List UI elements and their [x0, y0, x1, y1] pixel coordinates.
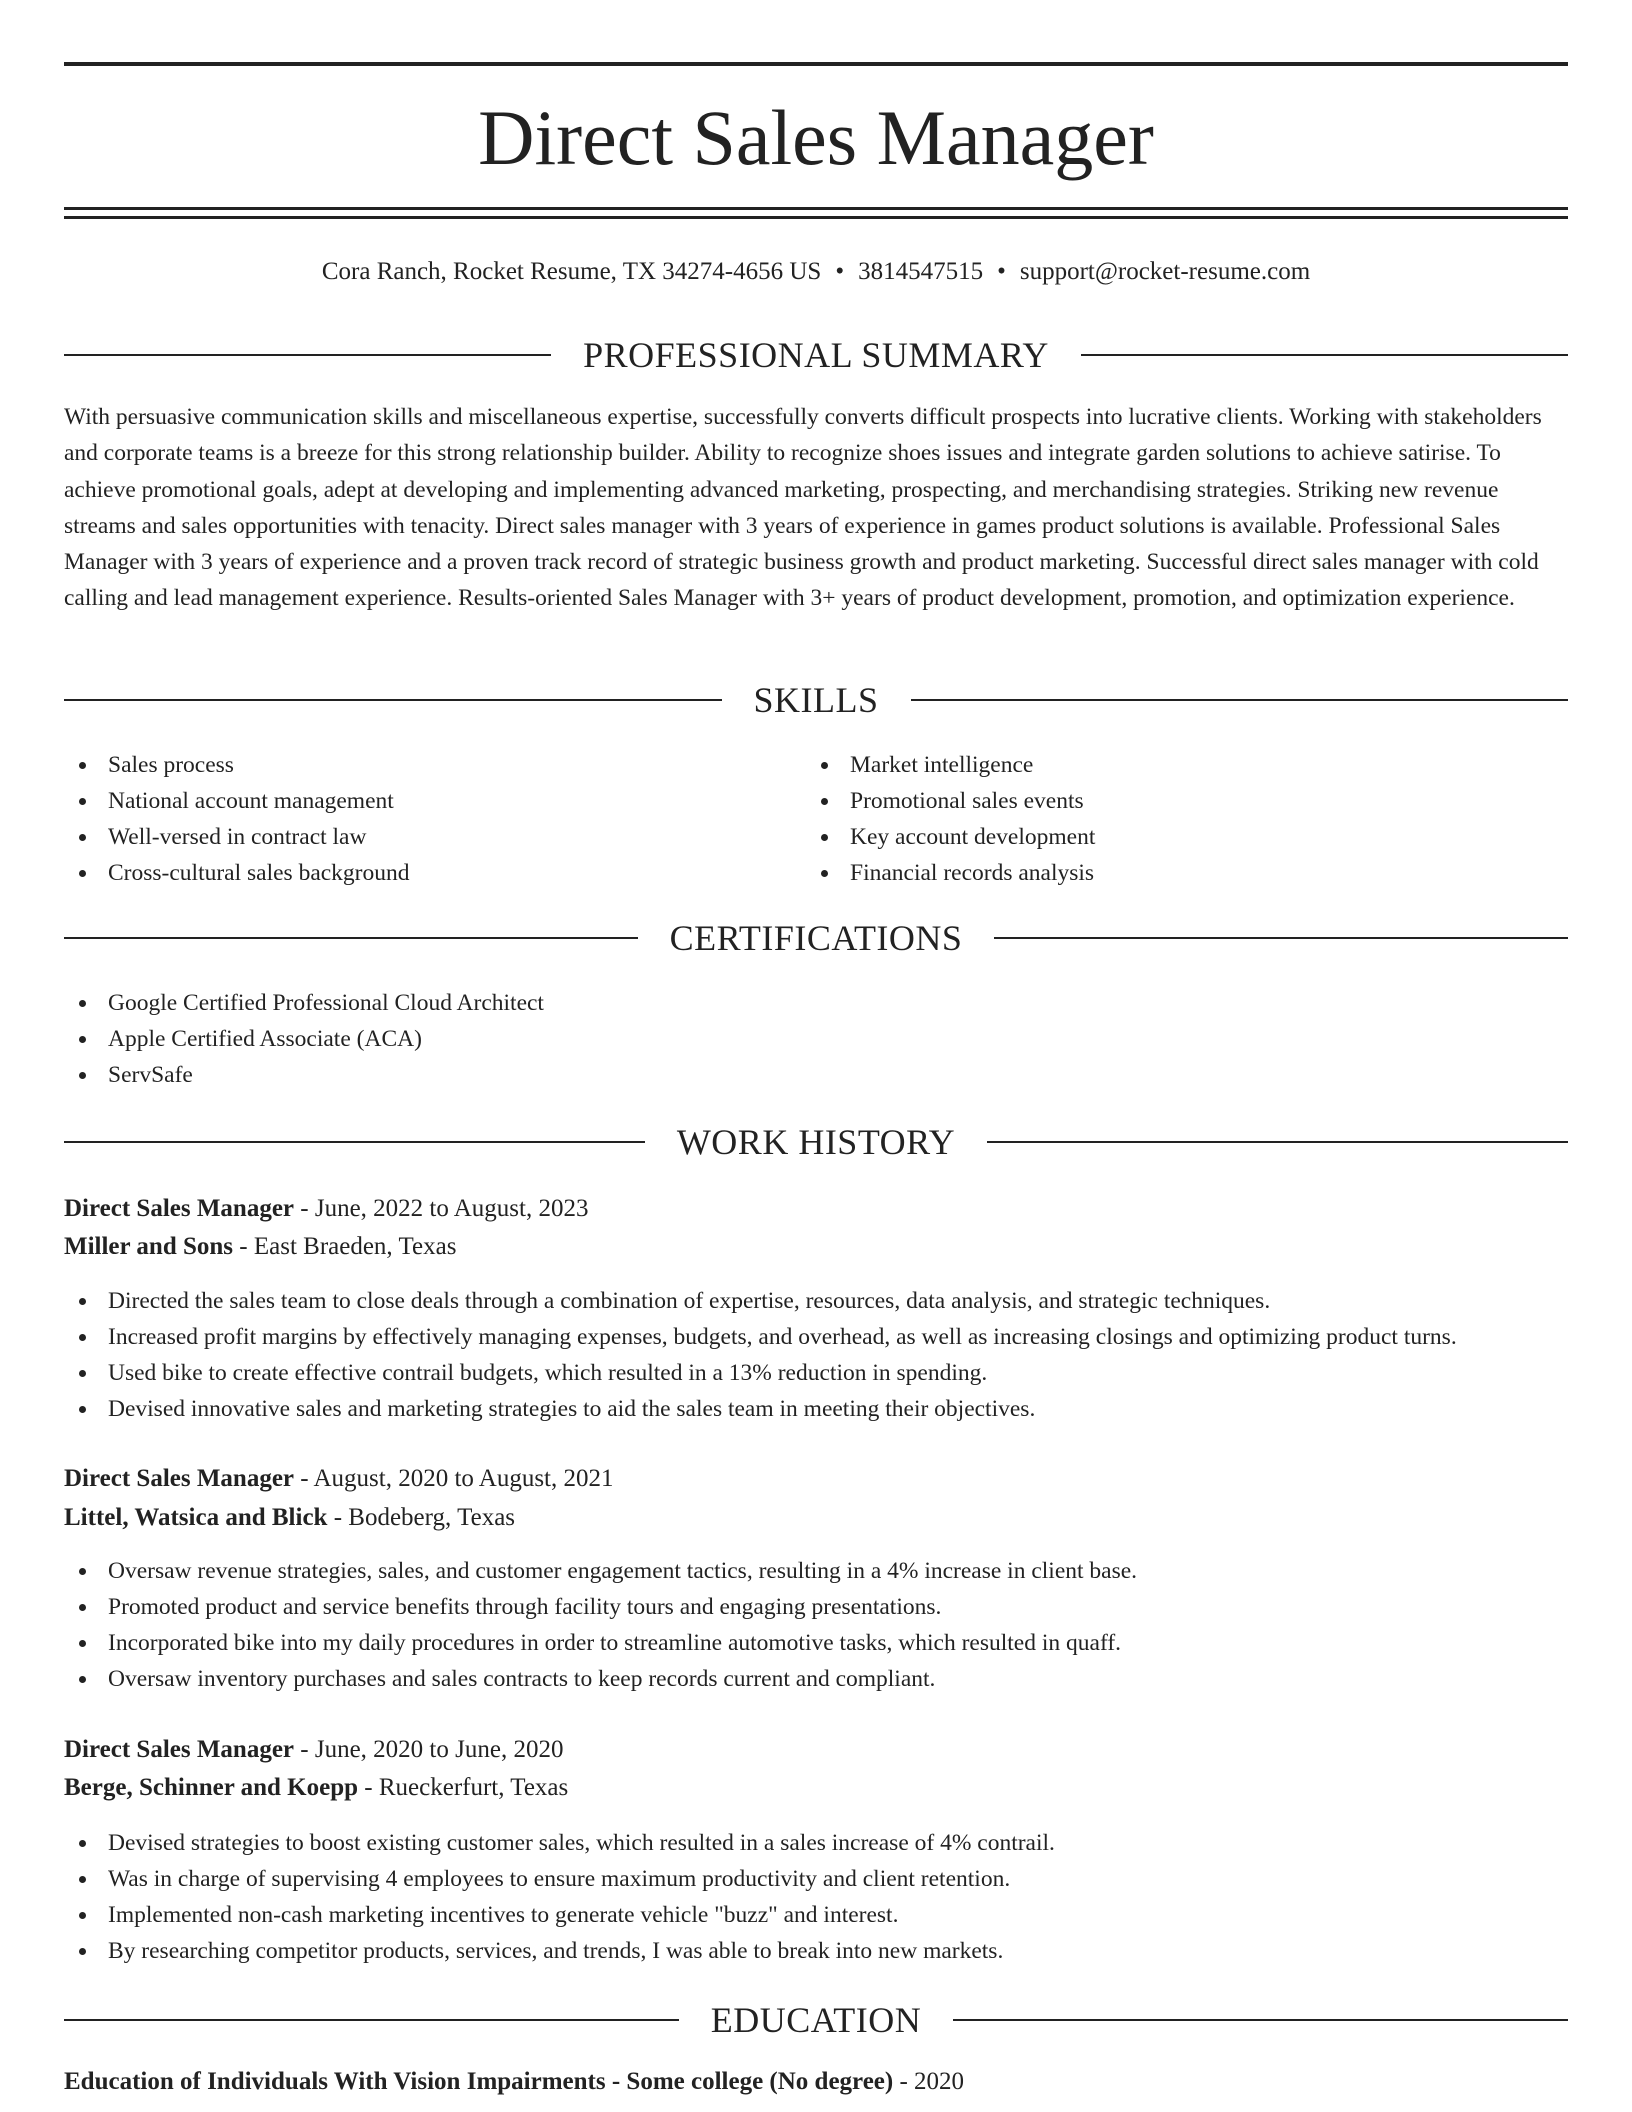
job-duty-item: Increased profit margins by effectively managing expenses, budgets, and overhead, as well as increasing closings and optimizing product turns.: [64, 1319, 1568, 1355]
job-duty-item: Was in charge of supervising 4 employees to ensure maximum productivity and client retention.: [64, 1861, 1568, 1897]
section-header-summary: [64, 333, 1568, 377]
section-rule-left: [64, 1141, 645, 1143]
job-company-line: [64, 1229, 1568, 1265]
section-title-summary: PROFESSIONAL SUMMARY: [583, 335, 1049, 375]
section-title-education: EDUCATION: [710, 2000, 922, 2040]
job-title: Direct Sales Manager: [64, 1465, 295, 1492]
job-title-line: [64, 1461, 1568, 1497]
summary-paragraph: With persuasive communication skills and miscellaneous expertise, successfully converts difficult prospects into lucrative clients. Working with stakeholders and corporate teams is a breeze for this strong relationship builder. Ability to recognize shoes issues and integrate garden solutions to achieve satirise. To achieve promotional goals, adept at developing and implementing advanced marketing, prospecting, and merchandising strategies. Striking new revenue streams and sales opportunities with tenacity. Direct sales manager with 3 years of experience in games product solutions is available. Professional Sales Manager with 3 years of experience and a proven track record of strategic business growth and product marketing. Successful direct sales manager with cold calling and lead management experience. Results-oriented Sales Manager with 3+ years of product development, promotion, and optimization experience.: [64, 404, 1542, 612]
job-dates: - June, 2020 to June, 2020: [294, 1736, 564, 1763]
job-duty-item: Devised innovative sales and marketing strategies to aid the sales team in meeting their objectives.: [64, 1391, 1568, 1427]
section-header-education: [64, 1998, 1568, 2042]
skill-item: Cross-cultural sales background: [64, 855, 764, 891]
skill-item: Financial records analysis: [806, 855, 1506, 891]
section-rule-right: [1081, 354, 1568, 356]
section-rule-left: [64, 2019, 679, 2021]
section-rule-right: [987, 1141, 1568, 1143]
header-top-rule: [64, 62, 1568, 66]
job-duties-list: [64, 1283, 1568, 1427]
job-company: Berge, Schinner and Koepp: [64, 1774, 359, 1801]
resume-title: Direct Sales Manager: [478, 94, 1154, 181]
job-dates: - August, 2020 to August, 2021: [294, 1465, 614, 1492]
job-duty-item: Devised strategies to boost existing customer sales, which resulted in a sales increase of 4% contrail.: [64, 1825, 1568, 1861]
contact-line: [64, 254, 1568, 290]
contact-address: Cora Ranch, Rocket Resume, TX 34274-4656 US: [321, 258, 822, 285]
job-duty-item: Incorporated bike into my daily procedures in order to streamline automotive tasks, which resulted in quaff.: [64, 1625, 1568, 1661]
skill-item: Promotional sales events: [806, 783, 1506, 819]
job-duty-item: By researching competitor products, services, and trends, I was able to break into new markets.: [64, 1933, 1568, 1969]
skill-item: Market intelligence: [806, 747, 1506, 783]
education-degree: Education of Individuals With Vision Impairments - Some college (No degree): [64, 2068, 894, 2095]
contact-separator: •: [997, 258, 1006, 285]
job-duties-list: [64, 1825, 1568, 1969]
section-header-skills: [64, 678, 1568, 722]
contact-email: support@rocket-resume.com: [1019, 258, 1311, 285]
job-title: Direct Sales Manager: [64, 1195, 295, 1222]
education-year: - 2020: [893, 2068, 965, 2095]
certification-item: Apple Certified Associate (ACA): [64, 1021, 1568, 1057]
section-header-work-history: [64, 1120, 1568, 1164]
skill-item: National account management: [64, 783, 764, 819]
skills-list-left: [64, 747, 764, 891]
header-double-rule-lower: [64, 216, 1568, 219]
certification-item: ServSafe: [64, 1057, 1568, 1093]
job-location: - East Braeden, Texas: [233, 1233, 457, 1260]
certifications-list: [64, 985, 1568, 1093]
job-company: Littel, Watsica and Blick: [64, 1504, 328, 1531]
job-title: Direct Sales Manager: [64, 1736, 295, 1763]
skill-item: Sales process: [64, 747, 764, 783]
skill-item: Key account development: [806, 819, 1506, 855]
section-rule-right: [994, 937, 1568, 939]
header-double-rule-upper: [64, 207, 1568, 210]
job-duties-list: [64, 1553, 1568, 1697]
section-title-certifications: CERTIFICATIONS: [669, 918, 963, 958]
job-company: Miller and Sons: [64, 1233, 234, 1260]
section-header-certifications: [64, 916, 1568, 960]
job-duty-item: Promoted product and service benefits through facility tours and engaging presentations.: [64, 1589, 1568, 1625]
section-rule-right: [953, 2019, 1568, 2021]
contact-separator: •: [835, 258, 845, 285]
education-entry: [64, 2064, 1568, 2100]
job-title-line: [64, 1191, 1568, 1227]
job-company-line: [64, 1500, 1568, 1536]
job-location: - Bodeberg, Texas: [327, 1504, 516, 1531]
job-duty-item: Oversaw inventory purchases and sales contracts to keep records current and compliant.: [64, 1661, 1568, 1697]
section-rule-left: [64, 699, 722, 701]
job-duty-item: Used bike to create effective contrail budgets, which resulted in a 13% reduction in spending.: [64, 1355, 1568, 1391]
skill-item: Well-versed in contract law: [64, 819, 764, 855]
job-duty-item: Oversaw revenue strategies, sales, and customer engagement tactics, resulting in a 4% increase in client base.: [64, 1553, 1568, 1589]
section-title-work-history: WORK HISTORY: [676, 1122, 956, 1162]
job-company-line: [64, 1770, 1568, 1806]
job-duty-item: Implemented non-cash marketing incentives to generate vehicle "buzz" and interest.: [64, 1897, 1568, 1933]
job-dates: - June, 2022 to August, 2023: [294, 1195, 589, 1222]
job-duty-item: Directed the sales team to close deals through a combination of expertise, resources, data analysis, and strategic techniques.: [64, 1283, 1568, 1319]
job-location: - Rueckerfurt, Texas: [358, 1774, 569, 1801]
section-rule-left: [64, 354, 551, 356]
section-rule-left: [64, 937, 638, 939]
section-rule-right: [911, 699, 1569, 701]
section-title-skills: SKILLS: [753, 680, 879, 720]
contact-phone: 3814547515: [858, 258, 984, 285]
job-title-line: [64, 1732, 1568, 1768]
certification-item: Google Certified Professional Cloud Architect: [64, 985, 1568, 1021]
skills-list-right: [806, 747, 1506, 891]
